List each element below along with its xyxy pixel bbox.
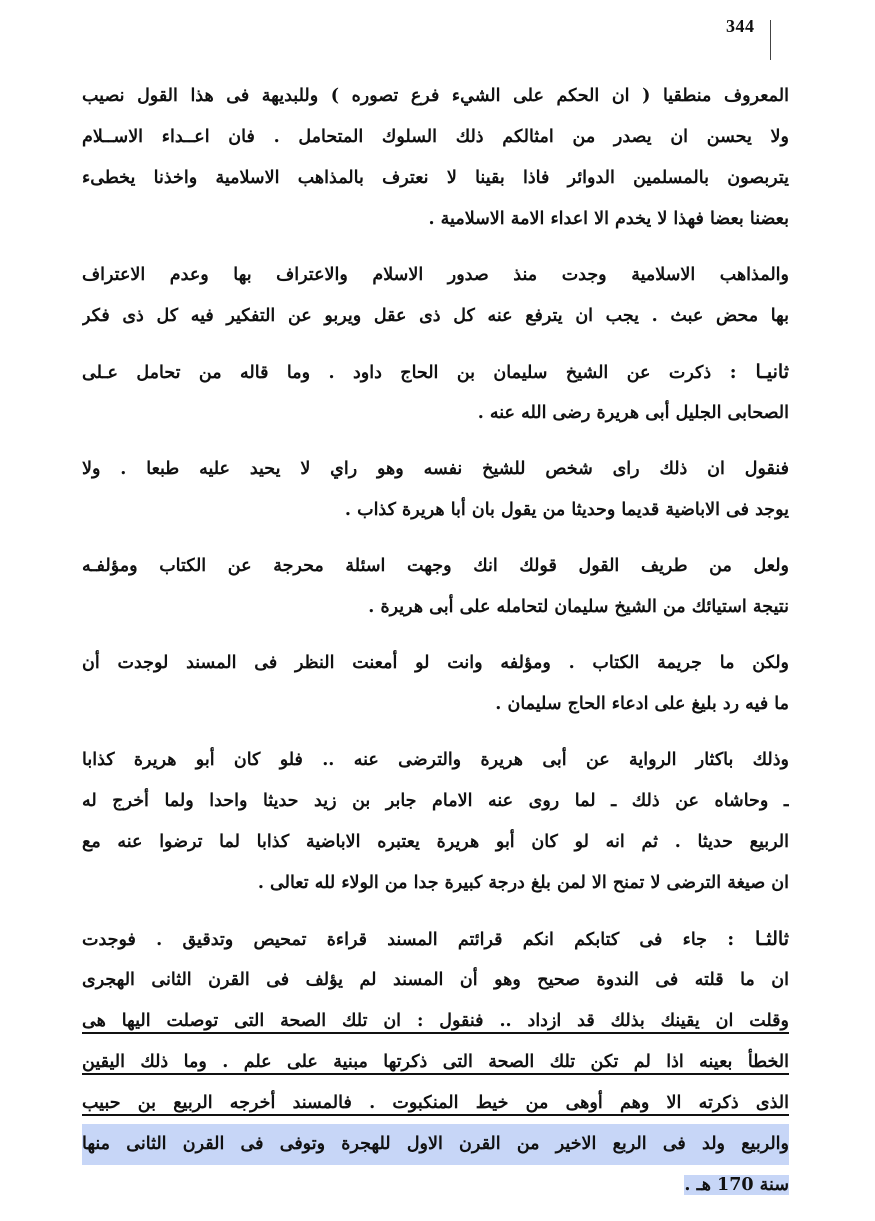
text-run: جاء فى كتابكم انكم قرائتم المسند قراءة تمحيص وتدقيق . فوجدت: [82, 930, 708, 950]
page-number: 344: [726, 16, 755, 36]
text-line: المعروف منطقيا ( ان الحكم على الشيء فرع تصوره ) وللبديهة فى هذا القول نصيب: [82, 86, 789, 106]
text-line: ان صيغة الترضى لا تمنح الا لمن بلغ درجة كبيرة جدا من الولاء لله تعالى .: [257, 873, 789, 893]
text-line: ولعل من طريف القول قولك انك وجهت اسئلة محرجة عن الكتاب ومؤلفـه: [82, 556, 789, 576]
text-line: ولكن ما جريمة الكتاب . ومؤلفه وانت لو أمعنت النظر فى المسند لوجدت أن: [82, 653, 789, 673]
page-body: [82, 76, 789, 1221]
paragraph-8: [82, 919, 789, 1206]
highlighted-line: والربيع ولد فى الربع الاخير من القرن الاول للهجرة وتوفى فى القرن الثانى منها: [82, 1124, 789, 1165]
paragraph-1: [82, 76, 789, 240]
text-line: يتربصون بالمسلمين الدوائر فاذا بقينا لا نعترف بالمذاهب الاسلامية واخذنا يخطىء: [82, 168, 789, 188]
text-line: وذلك باكثار الرواية عن أبى هريرة والترضى عنه .. فلو كان أبو هريرة كذابا: [82, 750, 789, 770]
text-line: ما فيه رد بليغ على ادعاء الحاج سليمان .: [495, 694, 789, 714]
text-line: بعضنا بعضا فهذا لا يخدم الا اعداء الامة الاسلامية .: [428, 209, 789, 229]
section-lead-third: ثالثـا :: [727, 928, 789, 950]
paragraph-5: [82, 546, 789, 628]
underlined-line: وقلت ان يقينك بذلك قد ازداد .. فنقول : ان تلك الصحة التى توصلت اليها هى: [82, 1011, 789, 1031]
underlined-line: الذى ذكرته الا وهم أوهى من خيط المنكبوت . فالمسند أخرجه الربيع بن حبيب: [82, 1093, 789, 1113]
margin-rule: [770, 20, 771, 60]
text-run: ذكرت عن الشيخ سليمان بن الحاج داود . وما قاله من تحامل عـلى: [82, 363, 712, 383]
paragraph-2: [82, 255, 789, 337]
text-line: يوجد فى الاباضية قديما وحديثا من يقول بان أبا هريرة كذاب .: [344, 500, 789, 520]
paragraph-4: [82, 449, 789, 531]
text-line: والمذاهب الاسلامية وجدت منذ صدور الاسلام والاعتراف بها وعدم الاعتراف: [82, 265, 789, 285]
paragraph-3: [82, 352, 789, 434]
text-line: الربيع حديثا . ثم انه لو كان أبو هريرة يعتبره الاباضية كذابا لما ترضوا عنه مع: [82, 832, 789, 852]
paragraph-7: [82, 740, 789, 904]
text-line: ـ وحاشاه عن ذلك ـ لما روى عنه الامام جابر بن زيد حديثا واحدا ولما أخرج له: [82, 791, 789, 811]
text-line: بها محض عبث . يجب ان يترفع عنه كل ذى عقل ويربو عن التفكير فيه كل ذى فكر: [82, 306, 789, 326]
text-line: ان ما قلته فى الندوة صحيح وهو أن المسند لم يؤلف فى القرن الثانى الهجرى: [82, 970, 789, 990]
text-line: ولا يحسن ان يصدر من امثالكم ذلك السلوك المتحامل . فان اعــداء الاســلام: [82, 127, 789, 147]
section-lead-second: ثانيـا :: [729, 361, 789, 383]
text-line: الصحابى الجليل أبى هريرة رضى الله عنه .: [477, 403, 789, 423]
underlined-line: الخطأ بعينه اذا لم تكن تلك الصحة التى ذكرتها مبنية على علم . وما ذلك اليقين: [82, 1052, 789, 1072]
highlighted-text-run: سنة 170 هـ .: [684, 1175, 789, 1195]
text-line: [82, 352, 789, 393]
paragraph-6: [82, 643, 789, 725]
text-line: نتيجة استيائك من الشيخ سليمان لتحامله على أبى هريرة .: [368, 597, 789, 617]
text-line: [82, 919, 789, 960]
text-line: فنقول ان ذلك راى شخص للشيخ نفسه وهو راي لا يحيد عليه طبعا . ولا: [82, 459, 789, 479]
